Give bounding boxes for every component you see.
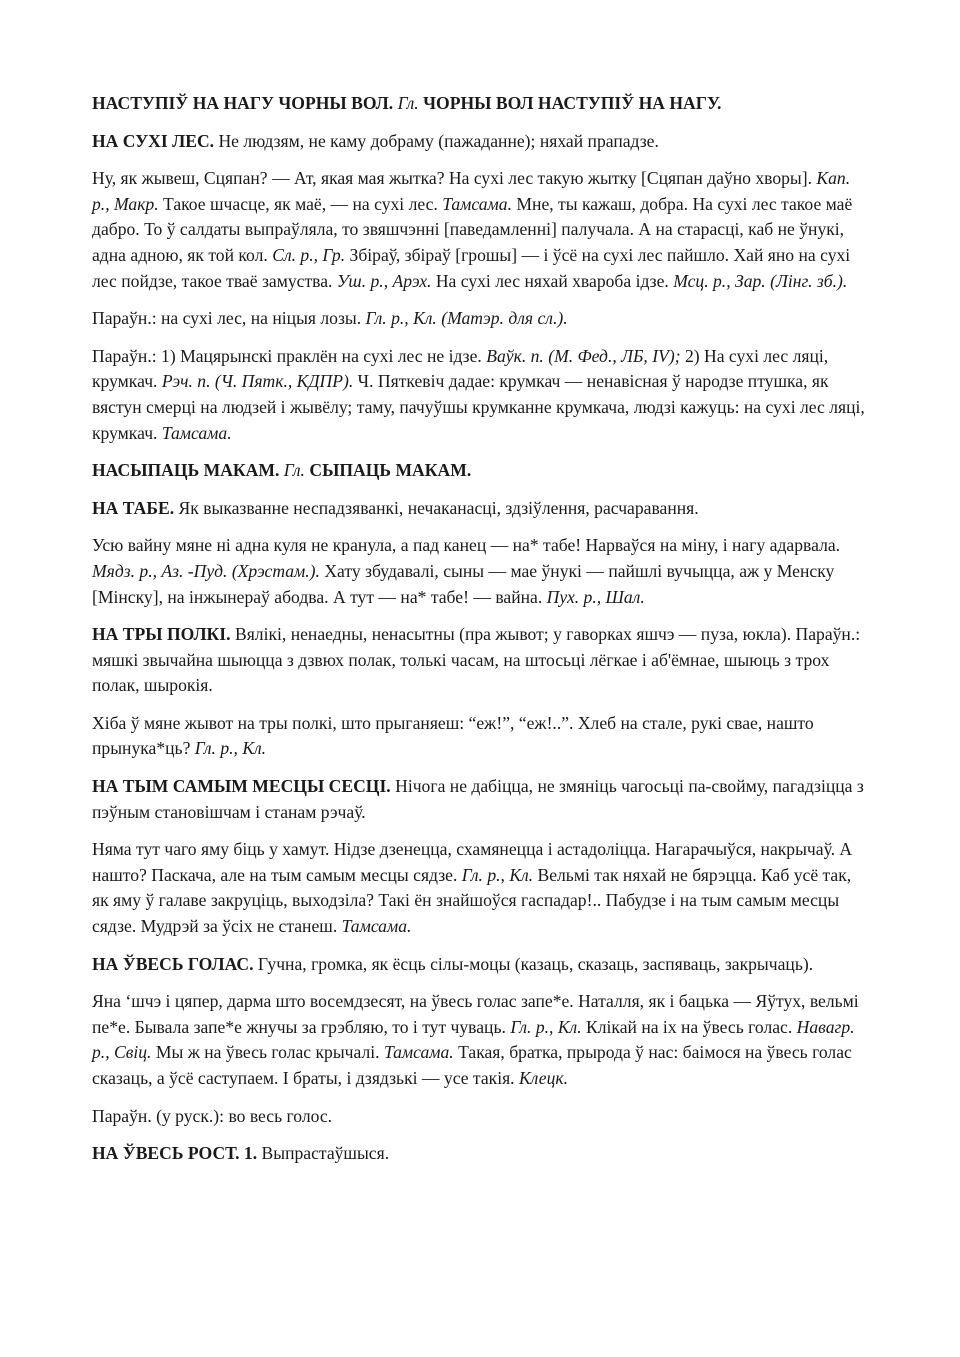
cross-reference-marker: Гл. — [397, 93, 419, 113]
cross-reference-headword: ЧОРНЫ ВОЛ НАСТУПІЎ НА НАГУ. — [423, 93, 722, 113]
example-text: Збіраў, збіраў [грошы] — і ўсё на сухі лес пайшло. Хай яно на сухі лес пойдзе, такое тваё замуства. — [92, 244, 851, 291]
entry-na-try-polki — [92, 622, 868, 699]
example-text: Такая, братка, прырода ў нас: баімося на ўвесь голас сказаць, а ўсё саступаем. І браты, і дзядзькі — усе такія. — [92, 1042, 852, 1088]
source-reference: Тамсама. — [341, 916, 412, 937]
source-reference: Пух. р., Шал. — [546, 586, 645, 607]
headword: НА ТРЫ ПОЛКІ. — [92, 624, 231, 645]
examples-paragraph — [92, 989, 868, 1091]
entry-na-tym-samym-mescy — [92, 774, 868, 825]
examples-paragraph — [92, 533, 868, 610]
definition: Вялікі, ненаедны, ненасытны (пра жывот; у гаворках яшчэ — пуза, юкла). Параўн.: мяшкі звычайна шыюцца з дзвюх полак, толькі часам, на штосьці лёгкае і аб'ёмнае, шыюць з трох полак, шырокія. — [92, 624, 861, 696]
example-text: Мне, ты кажаш, добра. На сухі лес такое маё дабро. То ў салдаты выпраўляла, то звяшчэнні [паведамленні] палучала. А на старасці, каб не ўнукі, адна адною, як той кол. — [92, 193, 853, 265]
source-reference: Гл. р., Кл. — [510, 1016, 582, 1037]
cross-reference-marker: Гл. — [283, 460, 305, 481]
source-reference: Мядз. р., Аз. -Пуд. (Хрэстам.). — [92, 560, 320, 581]
source-reference: Рэч. п. (Ч. Пятк., КДПР). — [161, 371, 354, 392]
example-text: Хату збудавалі, сыны — мае ўнукі — пайшлі вучыцца, аж у Менску [Мінску], на інжынераў абодва. А тут — на* табе! — вайна. — [92, 560, 835, 607]
examples-paragraph — [92, 166, 868, 294]
source-reference: Гл. р., Кл. — [194, 738, 267, 759]
comparison-paragraph — [92, 1104, 868, 1130]
headword: НА СУХІ ЛЕС. — [92, 130, 215, 151]
example-text: Ну, як жывеш, Сцяпан? — Ат, якая мая жытка? На сухі лес такую жытку [Сцяпан даўно хворы]. — [92, 168, 817, 189]
entry-na-uves-rost — [92, 1141, 868, 1167]
examples-paragraph — [92, 711, 868, 762]
comparison-text: Параўн.: на сухі лес, на ніцыя лозы. — [92, 308, 366, 329]
example-text: Такое шчасце, як маё, — на сухі лес. — [158, 193, 443, 214]
headword: НА ЎВЕСЬ ГОЛАС. — [92, 953, 254, 974]
comparison-text: Ч. Пяткевіч дадае: крумкач — ненавісная ў народзе птушка, як вястун смерці на людзей і жывёлу; таму, пачуўшы крумканне крумкача, людзі кажуць: на сухі лес ляці, крумкач. — [92, 371, 865, 443]
source-reference: Клецк. — [518, 1068, 568, 1088]
comparison-paragraph — [92, 344, 868, 446]
definition: Як выказванне неспадзяванкі, нечаканасці, здзіўлення, расчаравання. — [174, 497, 699, 518]
example-text: Мы ж на ўвесь голас крычалі. — [151, 1042, 384, 1063]
source-reference: Тамсама. — [161, 422, 232, 443]
document-page — [92, 91, 868, 1179]
definition: Не людзям, не каму добраму (пажаданне); няхай прападзе. — [214, 130, 659, 151]
headword: НА ТЫМ САМЫМ МЕСЦЫ СЕСЦІ. — [92, 776, 391, 797]
source-reference: Кап. р., Макр. — [92, 168, 851, 214]
headword: НА ЎВЕСЬ РОСТ. 1. — [92, 1143, 258, 1164]
example-text: На сухі лес няхай хвароба ідзе. — [431, 270, 674, 291]
source-reference: Гл. р., Кл. — [461, 864, 534, 885]
comparison-paragraph — [92, 306, 868, 332]
example-text: Хіба ў мяне жывот на тры полкі, што прыганяеш: “еж!”, “еж!..”. Хлеб на стале, рукі свае, нашто прынука*ць? — [92, 712, 814, 759]
example-text: Яна ‘шчэ і цяпер, дарма што восемдзесят, на ўвесь голас запе*е. Наталля, як і бацька — Яўтух, вельмі пе*е. Бывала запе*е жнучы за грэбляю, то і тут чуваць. — [92, 991, 859, 1037]
entry-na-uves-golas — [92, 952, 868, 978]
source-reference: Ваўк. п. (М. Фед., ЛБ, IV); — [486, 345, 681, 366]
examples-paragraph — [92, 837, 868, 939]
example-text: Вельмі так няхай не бярэцца. Каб усё так, як яму ў галаве закруціць, выходзіла? Такі ён знайшоўся гаспадар!.. Пабудзе і на тым самым месцы сядзе. Мудрэй за ўсіх не станеш. — [92, 864, 852, 937]
source-reference: Уш. р., Арэх. — [336, 270, 432, 291]
entry-na-suhi-les — [92, 129, 868, 155]
comparison-text: 2) На сухі лес ляці, крумкач. — [92, 345, 829, 392]
comparison-text: Параўн.: 1) Мацярынскі праклён на сухі лес не ідзе. — [92, 345, 487, 366]
entry-nasypac-makam — [92, 458, 868, 484]
definition: Нічога не дабіцца, не змяніць чагосьці па-свойму, пагадзіцца з пэўным становішчам і станам рэчаў. — [92, 776, 864, 822]
definition: Выпрастаўшыся. — [257, 1143, 390, 1164]
example-text: Няма тут чаго яму біць у хамут. Нідзе дзенецца, схамянецца і астадоліцца. Нагарачыўся, накрычаў. А нашто? Паскача, але на тым самым месцы сядзе. — [92, 839, 853, 885]
source-reference: Тамсама. — [442, 193, 512, 214]
source-reference: Гл. р., Кл. (Матэр. для сл.). — [365, 308, 568, 329]
headword: НАСТУПІЎ НА НАГУ ЧОРНЫ ВОЛ. — [92, 93, 394, 113]
source-reference: Сл. р., Гр. — [272, 244, 346, 265]
source-reference: Тамсама. — [383, 1042, 454, 1063]
headword: НА ТАБЕ. — [92, 497, 175, 518]
comparison-text: Параўн. (у руск.): во весь голос. — [92, 1105, 333, 1126]
example-text: Клікай на іх на ўвесь голас. — [581, 1016, 797, 1037]
source-reference: Навагр. р., Свіц. — [92, 1016, 855, 1063]
entry-na-tabe — [92, 496, 868, 522]
source-reference: Мсц. р., Зар. (Лінг. зб.). — [673, 270, 848, 291]
entry-naступiu-na-nagu — [92, 91, 868, 117]
definition: Гучна, громка, як ёсць сілы-моцы (казаць, сказаць, заспяваць, закрычаць). — [253, 953, 814, 974]
headword: НАСЫПАЦЬ МАКАМ. — [92, 460, 280, 481]
cross-reference-headword: СЫПАЦЬ МАКАМ. — [309, 460, 472, 481]
example-text: Усю вайну мяне ні адна куля не кранула, а пад канец — на* табе! Нарваўся на міну, і нагу адарвала. — [92, 535, 841, 556]
